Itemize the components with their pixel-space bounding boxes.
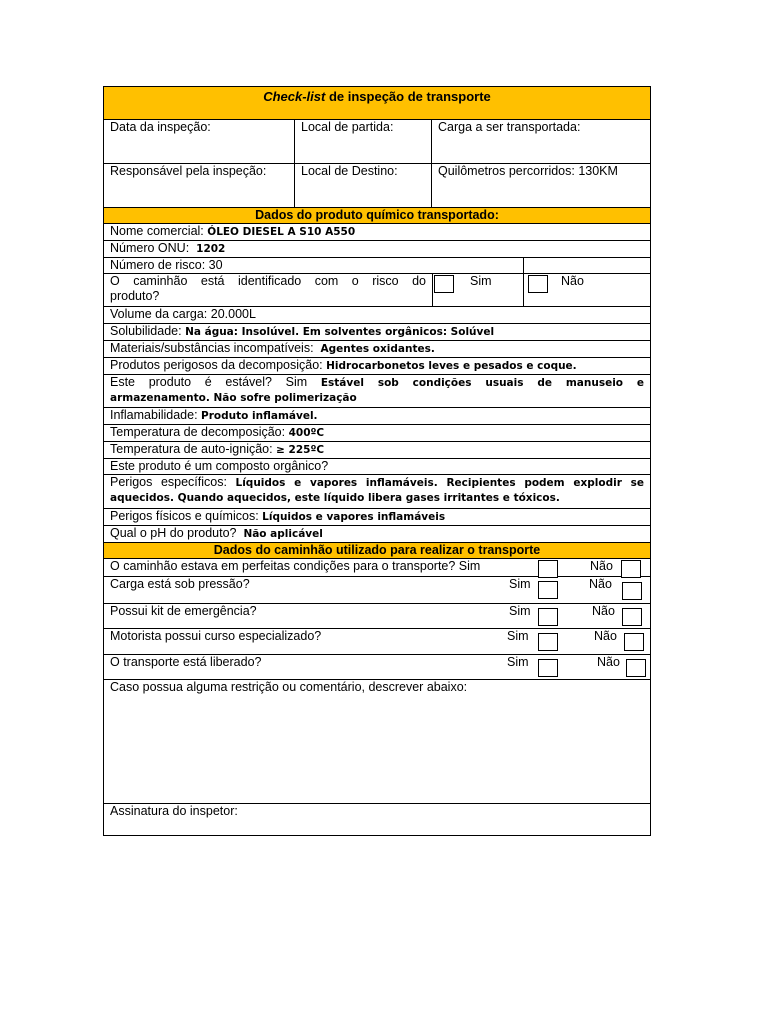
truck-row-kit: Possui kit de emergência? Sim Não [104,604,650,629]
nome-comercial-row: Nome comercial: ÓLEO DIESEL A S10 A550 [104,224,650,241]
materiais-row: Materiais/substâncias incompatíveis: Agentes oxidantes. [104,341,650,358]
temp-decomposicao-row: Temperatura de decomposição: 400ºC [104,425,650,442]
onu-row: Número ONU: 1202 [104,241,650,258]
onu-value: 1202 [196,243,226,255]
risco-row: Número de risco: 30 [104,258,650,274]
volume-row: Volume da carga: 20.000L [104,307,650,324]
title-rest: de inspeção de transporte [325,89,491,104]
ph-row: Qual o pH do produto? Não aplicável [104,526,650,543]
perigos-fisicos-row: Perigos físicos e químicos: Líquidos e vapores inflamáveis [104,509,650,526]
condicoes-sim-checkbox[interactable] [538,560,558,578]
product-section-header: Dados do produto químico transportado: [104,208,650,224]
comentario-area[interactable]: Caso possua alguma restrição ou comentário, descrever abaixo: [104,680,650,804]
local-destino-field[interactable]: Local de Destino: [295,164,432,207]
inflamabilidade-row: Inflamabilidade: Produto inflamável. [104,408,650,425]
responsavel-field[interactable]: Responsável pela inspeção: [104,164,295,207]
title-italic: Check-list [263,89,326,104]
decomposicao-row: Produtos perigosos da decomposição: Hidrocarbonetos leves e pesados e coque. [104,358,650,375]
decomposicao-value: Hidrocarbonetos leves e pesados e coque. [326,360,577,372]
solubilidade-value: Na água: Insolúvel. Em solventes orgânicos: Solúvel [185,326,495,338]
solubilidade-row: Solubilidade: Na água: Insolúvel. Em solventes orgânicos: Solúvel [104,324,650,341]
truck-row-motorista: Motorista possui curso especializado? Sim Não [104,629,650,655]
estavel-row: Este produto é estável? Sim Estável sob condições usuais de manuseio e armazenamento. Não sofre polimerização [104,375,650,408]
condicoes-nao-checkbox[interactable] [621,560,641,578]
liberado-nao-checkbox[interactable] [626,659,646,677]
truck-row-condicoes: O caminhão estava em perfeitas condições para o transporte? Sim Não [104,559,650,577]
liberado-sim-checkbox[interactable] [538,659,558,677]
materiais-value: Agentes oxidantes. [320,343,435,355]
truck-section-header: Dados do caminhão utilizado para realizar o transporte [104,543,650,559]
motorista-sim-checkbox[interactable] [538,633,558,651]
local-partida-field[interactable]: Local de partida: [295,120,432,163]
identificado-nao-checkbox[interactable] [528,275,548,293]
perigos-especificos-row: Perigos específicos: Líquidos e vapores inflamáveis. Recipientes podem explodir se aquecidos. Quando aquecidos, este líquido libera gases irritantes e tóxicos. [104,475,650,509]
identificado-sim-checkbox[interactable] [434,275,454,293]
kit-nao-checkbox[interactable] [622,608,642,626]
carga-field[interactable]: Carga a ser transportada: [438,120,581,134]
data-inspecao-field[interactable]: Data da inspeção: [104,120,295,163]
temp-autoignicao-row: Temperatura de auto-ignição: ≥ 225ºC [104,442,650,459]
inspection-form [103,86,651,836]
truck-row-pressao: Carga está sob pressão? Sim Não [104,577,650,604]
quilometros-field[interactable]: Quilômetros percorridos: 130KM [438,164,618,178]
truck-row-liberado: O transporte está liberado? Sim Não [104,655,650,680]
info-row-1 [104,120,650,164]
info-row-2 [104,164,650,208]
caminhao-identificado-row: O caminhão está identificado com o risco do produto? Sim Não [104,274,650,307]
assinatura-area[interactable]: Assinatura do inspetor: [110,804,238,818]
form-title [104,87,650,120]
motorista-nao-checkbox[interactable] [624,633,644,651]
nome-comercial-value: ÓLEO DIESEL A S10 A550 [207,226,356,238]
pressao-sim-checkbox[interactable] [538,581,558,599]
kit-sim-checkbox[interactable] [538,608,558,626]
organico-row: Este produto é um composto orgânico? [104,459,650,475]
pressao-nao-checkbox[interactable] [622,582,642,600]
